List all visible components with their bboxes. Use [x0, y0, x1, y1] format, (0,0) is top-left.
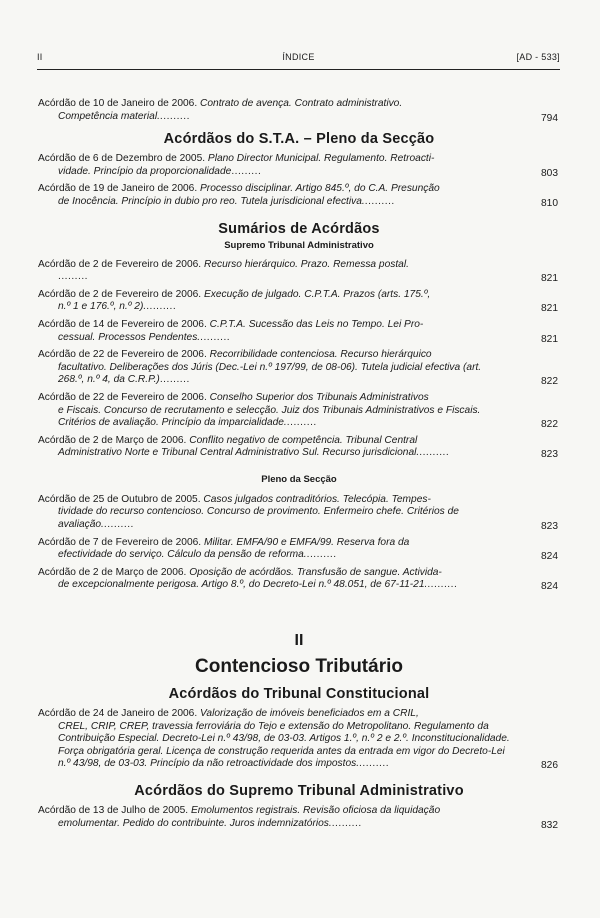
section-subtitle-pleno: Pleno da Secção: [261, 473, 337, 485]
part-number: II: [294, 632, 304, 650]
entry-continuation: Competência material.: [58, 110, 160, 122]
page-number: 823: [541, 449, 558, 461]
page-number: 823: [541, 521, 558, 533]
entry-text: Execução de julgado. C.P.T.A. Prazos (arts. 175.º,: [203, 288, 431, 300]
entry-lead: Acórdão de 10 de Janeiro de 2006.: [38, 98, 198, 109]
section-title-sta-pleno: Acórdãos do S.T.A. – Pleno da Secção: [163, 131, 435, 148]
page-number: 824: [541, 581, 558, 593]
page-number: 803: [541, 167, 558, 179]
leader-dots: .........: [103, 519, 134, 531]
index-entry[interactable]: [38, 153, 560, 178]
entry-lead: Acórdão de 22 de Fevereiro de 2006.: [38, 349, 207, 361]
section-subtitle-sta: Supremo Tribunal Administrativo: [224, 239, 374, 251]
leader-dots: .........: [231, 165, 262, 177]
entry-lead: Acórdão de 2 de Fevereiro de 2006.: [38, 288, 202, 300]
entry-continuation: e Fiscais. Concurso de recrutamento e selecção. Juiz dos Tribunais Administrativos e Fiscais. Critérios de avaliação. Princípio da imparcialidade.: [58, 404, 481, 429]
entry-text: Casos julgados contraditórios. Telecópia. Tempes-: [203, 493, 431, 505]
index-content: [38, 98, 560, 835]
entry-continuation: de Inocência. Princípio in dubio pro reo. Tutela jurisdicional efectiva.: [58, 195, 365, 207]
header-rule: [37, 69, 560, 70]
page-number: 822: [541, 419, 558, 431]
entry-continuation: de excepcionalmente perigosa. Artigo 8.º, do Decreto-Lei n.º 48.051, de 67-11-21.: [58, 579, 428, 591]
section-sta: [38, 805, 560, 830]
index-entry[interactable]: [38, 567, 560, 592]
leader-dots: .........: [58, 271, 88, 283]
page-number: 810: [541, 197, 558, 209]
entry-continuation: emolumentar. Pedido do contribuinte. Juros indemnizatórios.: [58, 817, 332, 829]
leader-dots: .........: [331, 817, 362, 829]
entry-continuation: cessual. Processos Pendentes.: [58, 331, 201, 343]
index-entry[interactable]: [38, 708, 560, 771]
page-header: [37, 52, 560, 68]
entry-lead: Acórdão de 2 de Fevereiro de 2006.: [38, 258, 202, 270]
entry-text: Contrato de avença. Contrato administrativo.: [200, 98, 403, 109]
index-entry[interactable]: [38, 259, 560, 284]
section-title-sumarios: Sumários de Acórdãos: [218, 220, 380, 237]
leader-dots: .........: [146, 301, 177, 313]
index-entry[interactable]: [38, 98, 560, 123]
entry-lead: Acórdão de 19 de Janeiro de 2006.: [38, 183, 198, 195]
index-entry[interactable]: [38, 319, 560, 344]
leader-dots: .........: [306, 549, 337, 561]
page-number: 824: [541, 551, 558, 563]
entry-lead: Acórdão de 2 de Março de 2006.: [38, 566, 187, 578]
leader-dots: .........: [159, 110, 190, 122]
entry-text: C.P.T.A. Sucessão das Leis no Tempo. Lei Pro-: [209, 318, 424, 330]
page-number: 821: [541, 333, 558, 345]
entry-lead: Acórdão de 13 de Julho de 2005.: [38, 805, 189, 816]
leader-dots: .........: [419, 447, 450, 459]
leader-dots: .........: [359, 758, 390, 770]
index-entry[interactable]: [38, 805, 560, 830]
leader-dots: .........: [364, 195, 395, 207]
section-title-tc: Acórdãos do Tribunal Constitucional: [168, 686, 430, 703]
page-number: 822: [541, 376, 558, 388]
section-sumarios: [38, 259, 560, 460]
entry-lead: Acórdão de 2 de Março de 2006.: [38, 434, 187, 446]
entry-lead: Acórdão de 22 de Fevereiro de 2006.: [38, 391, 207, 403]
page-number: 821: [541, 303, 558, 315]
entry-lead: Acórdão de 14 de Fevereiro de 2006.: [38, 318, 207, 330]
entry-lead: Acórdão de 24 de Janeiro de 2006.: [38, 708, 198, 720]
leader-dots: .........: [159, 374, 190, 386]
entry-continuation: Administrativo Norte e Tribunal Central Administrativo Sul. Recurso jurisdicional.: [58, 447, 420, 459]
leader-dots: .........: [286, 417, 317, 429]
section-title-sta: Acórdãos do Supremo Tribunal Administrativo: [134, 783, 464, 799]
entry-text: Plano Director Municipal. Regulamento. Retroacti-: [207, 153, 435, 165]
entry-continuation: efectividade do serviço. Cálculo da pensão de reforma.: [58, 549, 307, 561]
header-page-ref: [AD - 533]: [516, 52, 560, 62]
entry-lead: Acórdão de 6 de Dezembro de 2005.: [38, 153, 206, 165]
index-entry[interactable]: [38, 349, 560, 387]
page-number: 832: [541, 819, 558, 831]
section-pleno: [38, 494, 560, 592]
entry-text: Processo disciplinar. Artigo 845.º, do C.A. Presunção: [200, 183, 440, 195]
section-top: [38, 98, 560, 123]
page-number: 794: [541, 112, 558, 124]
leader-dots: .........: [200, 331, 231, 343]
section-sta-pleno: [38, 153, 560, 208]
entry-text: Conselho Superior dos Tribunais Administrativos: [209, 391, 429, 403]
part-title: Contencioso Tributário: [195, 656, 403, 678]
page-number: 821: [541, 273, 558, 285]
header-part-number: II: [37, 52, 43, 62]
index-entry[interactable]: [38, 183, 560, 208]
page-number: 826: [541, 760, 558, 772]
entry-continuation: CREL, CRIP, CREP, travessia ferroviária do Tejo e extensão do Metropolitano. Regulamento da Contribuição Especial. Decreto-Lei n.º 43/98, de 03-03. Artigos 1.º, n.º 2 e 2.º. Inconstitucionalidade. Força obrigatória geral. Licença de construção requerida antes da entrada em vigor do Decreto-Lei n.º 43/98, de 03-03. Princípio da não retroactividade dos impostos.: [58, 720, 510, 770]
entry-text: Recorribilidade contenciosa. Recurso hierárquico: [209, 349, 432, 361]
index-entry[interactable]: [38, 435, 560, 460]
entry-text: Conflito negativo de competência. Tribunal Central: [189, 434, 418, 446]
entry-text: Valorização de imóveis beneficiados em a CRIL,: [200, 708, 419, 720]
entry-lead: Acórdão de 25 de Outubro de 2005.: [38, 493, 201, 505]
entry-continuation: n.º 1 e 176.º, n.º 2).: [58, 301, 147, 313]
entry-lead: Acórdão de 7 de Fevereiro de 2006.: [38, 536, 202, 548]
entry-text: Recurso hierárquico. Prazo. Remessa postal.: [203, 258, 409, 270]
index-entry[interactable]: [38, 494, 560, 532]
index-entry[interactable]: [38, 289, 560, 314]
entry-continuation: vidade. Princípio da proporcionalidade: [58, 165, 232, 177]
entry-continuation: facultativo. Deliberações dos Júris (Dec.-Lei n.º 197/99, de 08-06). Tutela judicial efectiva (art. 268.º, n.º 4, da C.R.P.): [58, 361, 482, 386]
entry-text: Militar. EMFA/90 e EMFA/99. Reserva fora da: [203, 536, 410, 548]
entry-continuation: tividade do recurso contencioso. Concurso de provimento. Enfermeiro chefe. Critérios de avaliação.: [58, 506, 459, 531]
index-entry[interactable]: [38, 392, 560, 430]
header-title: ÍNDICE: [282, 52, 315, 62]
entry-text: Emolumentos registrais. Revisão oficiosa da liquidação: [190, 805, 441, 816]
section-tc: [38, 708, 560, 771]
index-entry[interactable]: [38, 537, 560, 562]
leader-dots: .........: [427, 579, 458, 591]
entry-text: Oposição de acórdãos. Transfusão de sangue. Activida-: [189, 566, 442, 578]
